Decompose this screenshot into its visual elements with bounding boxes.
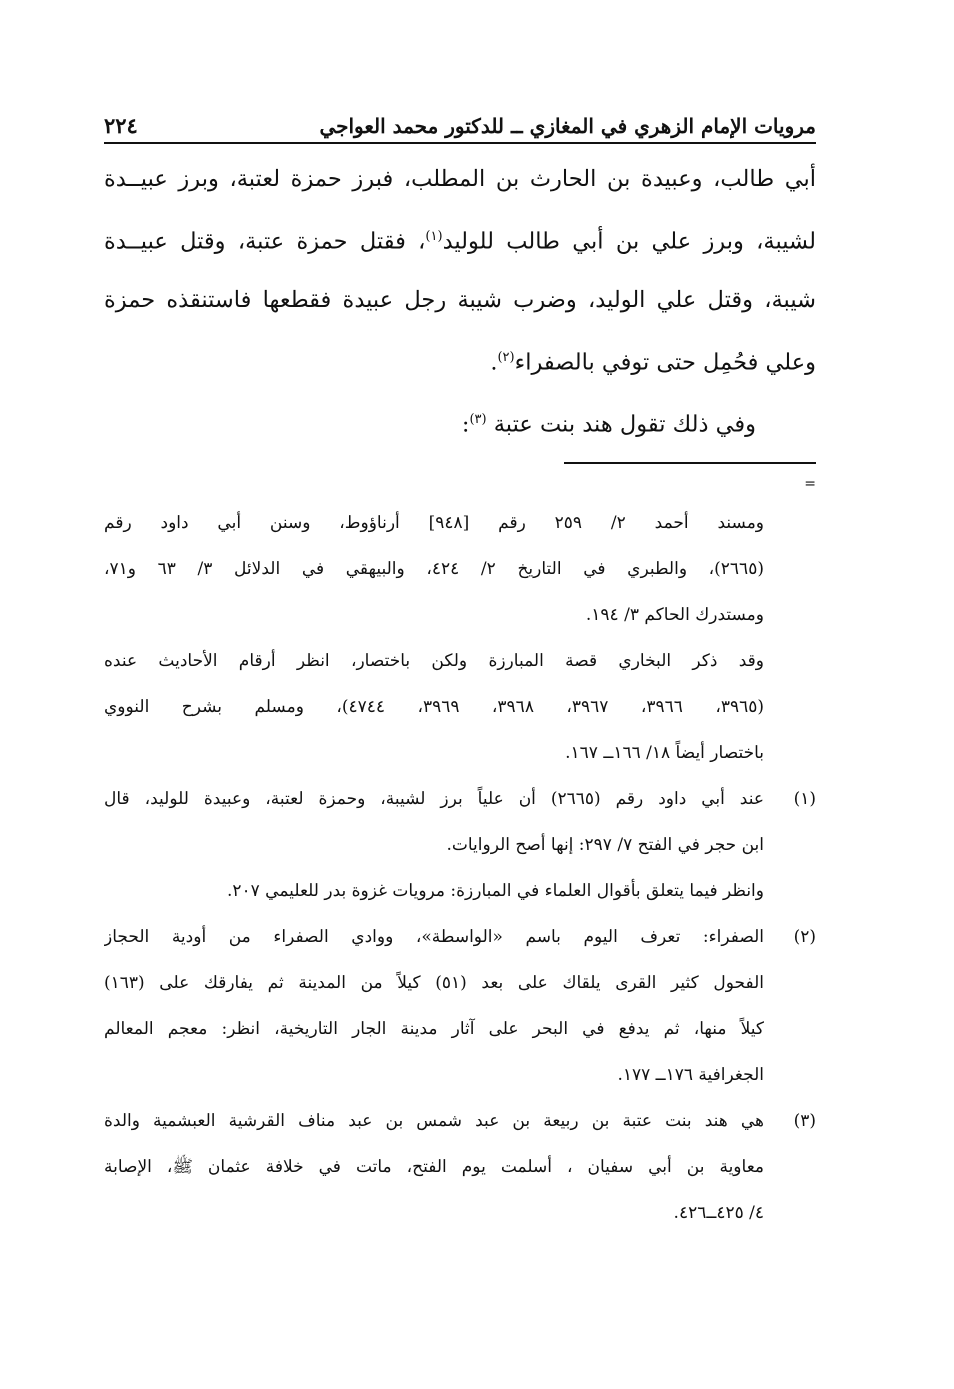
- body-line-text: وعلي فحُمِل حتى توفي بالصفراء: [514, 349, 816, 375]
- body-line-end: :: [461, 411, 470, 438]
- footnote-ref[interactable]: (٢): [497, 349, 515, 365]
- footnote-line: (٢٦٦٥)، والطبري في التاريخ ٢/ ٤٢٤، والبيهقي في الدلائل ٣/ ٦٣ و٧١،: [104, 559, 764, 579]
- footnote-line: وانظر فيما يتعلق بأقوال العلماء في المبارزة: مرويات غزوة بدر للعليمي ٢٠٧.: [226, 881, 764, 901]
- footnote-number: (٢): [793, 927, 816, 947]
- footnote-line: (٣٩٦٥، ٣٩٦٦، ٣٩٦٧، ٣٩٦٨، ٣٩٦٩، ٤٧٤٤)، ومسلم بشرح النووي: [104, 697, 764, 717]
- footnote-line: الجغرافية ١٧٦ــ ١٧٧.: [617, 1065, 764, 1085]
- page-number: ٢٢٤: [104, 113, 138, 138]
- footnote-line: وقد ذكر البخاري قصة المبارزة ولكن باختصار، انظر أرقام الأحاديث عنده: [104, 651, 764, 671]
- footnote-separator: [564, 462, 816, 464]
- footnote-line: كيلاً منها، ثم يدفع في البحر على آثار مدينة الجار التاريخية، انظر: معجم المعالم: [104, 1019, 764, 1039]
- footnote-continuation: [104, 500, 816, 776]
- continuation-marker: =: [804, 476, 816, 492]
- body-line: [104, 208, 816, 271]
- body-line: [104, 329, 816, 392]
- body-line-text: ، فقتل حمزة عتبة، وقتل عبيــدة: [104, 228, 426, 255]
- body-line: [104, 391, 816, 454]
- footnote-ref[interactable]: (١): [425, 229, 443, 244]
- body-line-text: وفي ذلك تقول هند بنت عتبة: [493, 411, 756, 438]
- body-line-text: لشيبة، وبرز علي بن أبي طالب للوليد: [442, 228, 816, 255]
- footnote-line: ومستدرك الحاكم ٣/ ١٩٤.: [585, 605, 764, 625]
- footnote-line: باختصار أيضاً ١٨/ ١٦٦ــ ١٦٧.: [565, 743, 764, 763]
- footnote-line: ٤/ ٤٢٥ــ٤٢٦.: [673, 1203, 764, 1223]
- main-text: [104, 150, 816, 454]
- footnotes: [104, 500, 816, 1236]
- running-header: [104, 98, 816, 144]
- footnote-line: الصفراء: تعرف اليوم باسم «الواسطة»، ووادي الصفراء من أودية الحجاز: [104, 927, 764, 947]
- footnote-line: معاوية بن أبي سفيان ، أسلمت يوم الفتح، ماتت في خلافة عثمان ﷺ، الإصابة: [104, 1157, 764, 1177]
- footnote-line: الفحول كثير القرى يلقاك على بعد (٥١) كيلاً من المدينة ثم يفارقك على (١٦٣): [104, 973, 764, 993]
- footnote-2: [104, 914, 816, 1098]
- body-line-end: .: [490, 349, 498, 375]
- footnote-line: ابن حجر في الفتح ٧/ ٢٩٧: إنها أصح الروايات.: [446, 835, 764, 855]
- footnote-line: ومسند أحمد ٢/ ٢٥٩ رقم [٩٤٨] أرناؤوط، وسنن أبي داود رقم: [104, 513, 765, 533]
- footnote-ref[interactable]: (٣): [469, 412, 487, 427]
- footnote-line: هي هند بنت عتبة بن ربيعة بن عبد شمس بن عبد مناف القرشية العبشمية والدة: [104, 1111, 764, 1131]
- body-line: أبي طالب، وعبيدة بن الحارث بن المطلب، فبرز حمزة لعتبة، وبرز عبيــدة: [104, 166, 816, 192]
- footnote-1: [104, 776, 816, 914]
- footnote-number: (١): [793, 789, 816, 809]
- footnote-number: (٣): [793, 1111, 816, 1131]
- footnote-line: عند أبي داود رقم (٢٦٦٥) أن علياً برز لشيبة، وحمزة لعتبة، وعبيدة للوليد، قال: [104, 789, 764, 809]
- body-line: شيبة، وقتل علي الوليد، وضرب شيبة رجل عبيدة فقطعها فاستنقذه حمزة: [104, 286, 816, 313]
- header-title: مرويات الإمام الزهري في المغازي ــ للدكتور محمد العواجي: [319, 114, 816, 138]
- footnote-3: [104, 1098, 816, 1236]
